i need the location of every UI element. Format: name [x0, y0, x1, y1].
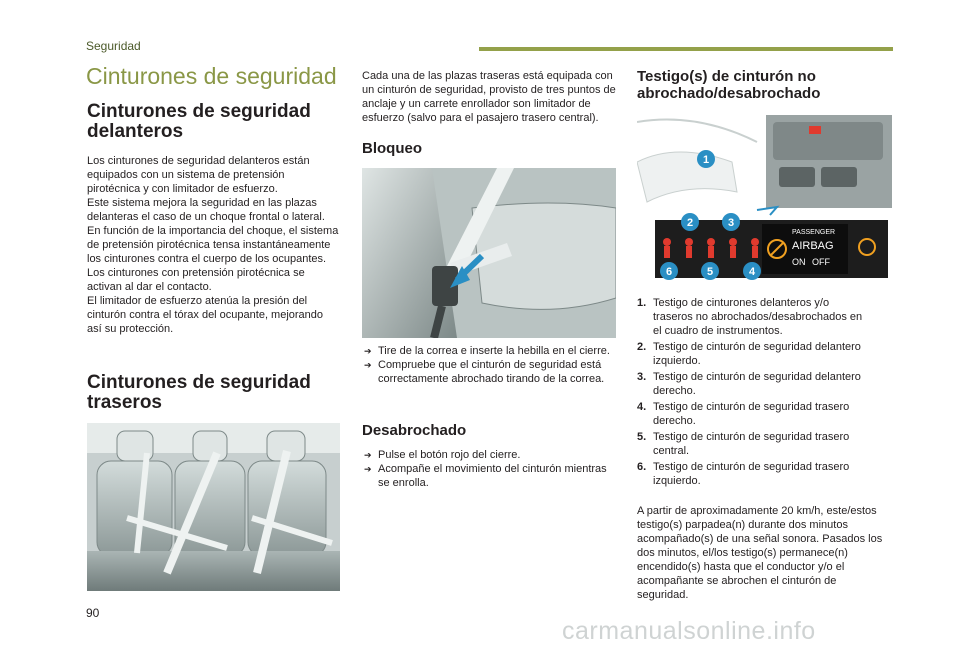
section-label: Seguridad	[86, 39, 141, 53]
rear-belts-heading: Cinturones de seguridad traseros	[87, 372, 311, 413]
callout-2-label: 2	[686, 217, 694, 229]
front-belts-text	[87, 154, 339, 336]
list-item: 5. Testigo de cinturón de seguridad trasero central.	[637, 431, 850, 457]
bullet-item: ➔ Acompañe el movimiento del cinturón mientras se enrolla.	[364, 463, 607, 489]
arrow-bullet-icon: ➔	[364, 346, 372, 356]
warning-lamps-list	[637, 296, 897, 490]
front-paragraph: Este sistema mejora la seguridad en las plazas delanteras el caso de un choque frontal o lateral. En función de la importancia del choque, el sistema de pretensión pirotécnica tensa instantáneamente los cinturones contra el cuerpo de los ocupantes.	[87, 197, 339, 265]
arrow-bullet-icon: ➔	[364, 450, 372, 460]
watermark: carmanualsonline.info	[562, 617, 816, 645]
desabrochado-instructions	[364, 448, 619, 490]
list-item: 2. Testigo de cinturón de seguridad delantero izquierdo.	[637, 341, 861, 367]
arrow-bullet-icon: ➔	[364, 360, 372, 370]
list-item: 6. Testigo de cinturón de seguridad trasero izquierdo.	[637, 461, 850, 487]
callout-5-label: 5	[706, 266, 714, 278]
page-number: 90	[86, 606, 100, 620]
warning-lamps-illustration	[637, 112, 893, 287]
buckle-illustration	[362, 168, 616, 338]
bullet-item: ➔ Compruebe que el cinturón de seguridad está correctamente abrochado tirando de la correa.	[364, 359, 605, 385]
header-rule	[479, 47, 893, 51]
front-paragraph: Los cinturones con pretensión pirotécnica se activan al dar el contacto.	[87, 267, 305, 293]
rear-seat-illustration	[87, 423, 340, 591]
passenger-label: PASSENGER	[792, 229, 836, 236]
warning-lamps-heading: Testigo(s) de cinturón no abrochado/desabrochado	[637, 68, 821, 102]
callout-3-label: 3	[727, 217, 735, 229]
callout-1-label: 1	[702, 154, 710, 166]
rear-seats-intro: Cada una de las plazas traseras está equipada con un cinturón de seguridad, provisto de tres puntos de anclaje y un carrete enrollador son limitador de esfuerzo (salvo para el pasajero trasero central).	[362, 70, 616, 124]
list-item: 1. Testigo de cinturones delanteros y/o traseros no abrochados/desabrochados en el cuadro de instrumentos.	[637, 297, 863, 337]
bloqueo-heading: Bloqueo	[362, 140, 422, 157]
desabrochado-heading: Desabrochado	[362, 422, 467, 439]
page-title: Cinturones de seguridad	[86, 63, 337, 89]
rear-seat-drawing	[87, 423, 340, 591]
airbag-label: AIRBAG	[792, 240, 834, 252]
front-paragraph: El limitador de esfuerzo atenúa la presión del cinturón contra el tórax del ocupante, mejorando así su protección.	[87, 295, 324, 335]
bullet-item: ➔ Tire de la correa e inserte la hebilla en el cierre.	[364, 345, 610, 357]
arrow-bullet-icon: ➔	[364, 464, 372, 474]
airbag-on-label: ON	[792, 257, 806, 267]
bloqueo-instructions	[364, 344, 619, 386]
front-belts-heading: Cinturones de seguridad delanteros	[87, 101, 311, 142]
warning-lamps-drawing	[637, 112, 893, 287]
airbag-off-label: OFF	[812, 257, 830, 267]
buckle-drawing	[362, 168, 616, 338]
list-item: 4. Testigo de cinturón de seguridad trasero derecho.	[637, 401, 850, 427]
callout-4-label: 4	[748, 266, 756, 278]
front-paragraph: Los cinturones de seguridad delanteros están equipados con un sistema de pretensión pirotécnica y con limitador de esfuerzo.	[87, 155, 310, 195]
warning-closing-text: A partir de aproximadamente 20 km/h, este/estos testigo(s) parpadea(n) durante dos minutos acompañado(s) de una señal sonora. Pasados los dos minutos, el/los testigo(s) permanece(n) encendido(s) hasta que el conductor y/o el acompañante se abrochen el cinturón de seguridad.	[637, 505, 883, 601]
list-item: 3. Testigo de cinturón de seguridad delantero derecho.	[637, 371, 861, 397]
bullet-item: ➔ Pulse el botón rojo del cierre.	[364, 449, 521, 461]
callout-6-label: 6	[665, 266, 673, 278]
